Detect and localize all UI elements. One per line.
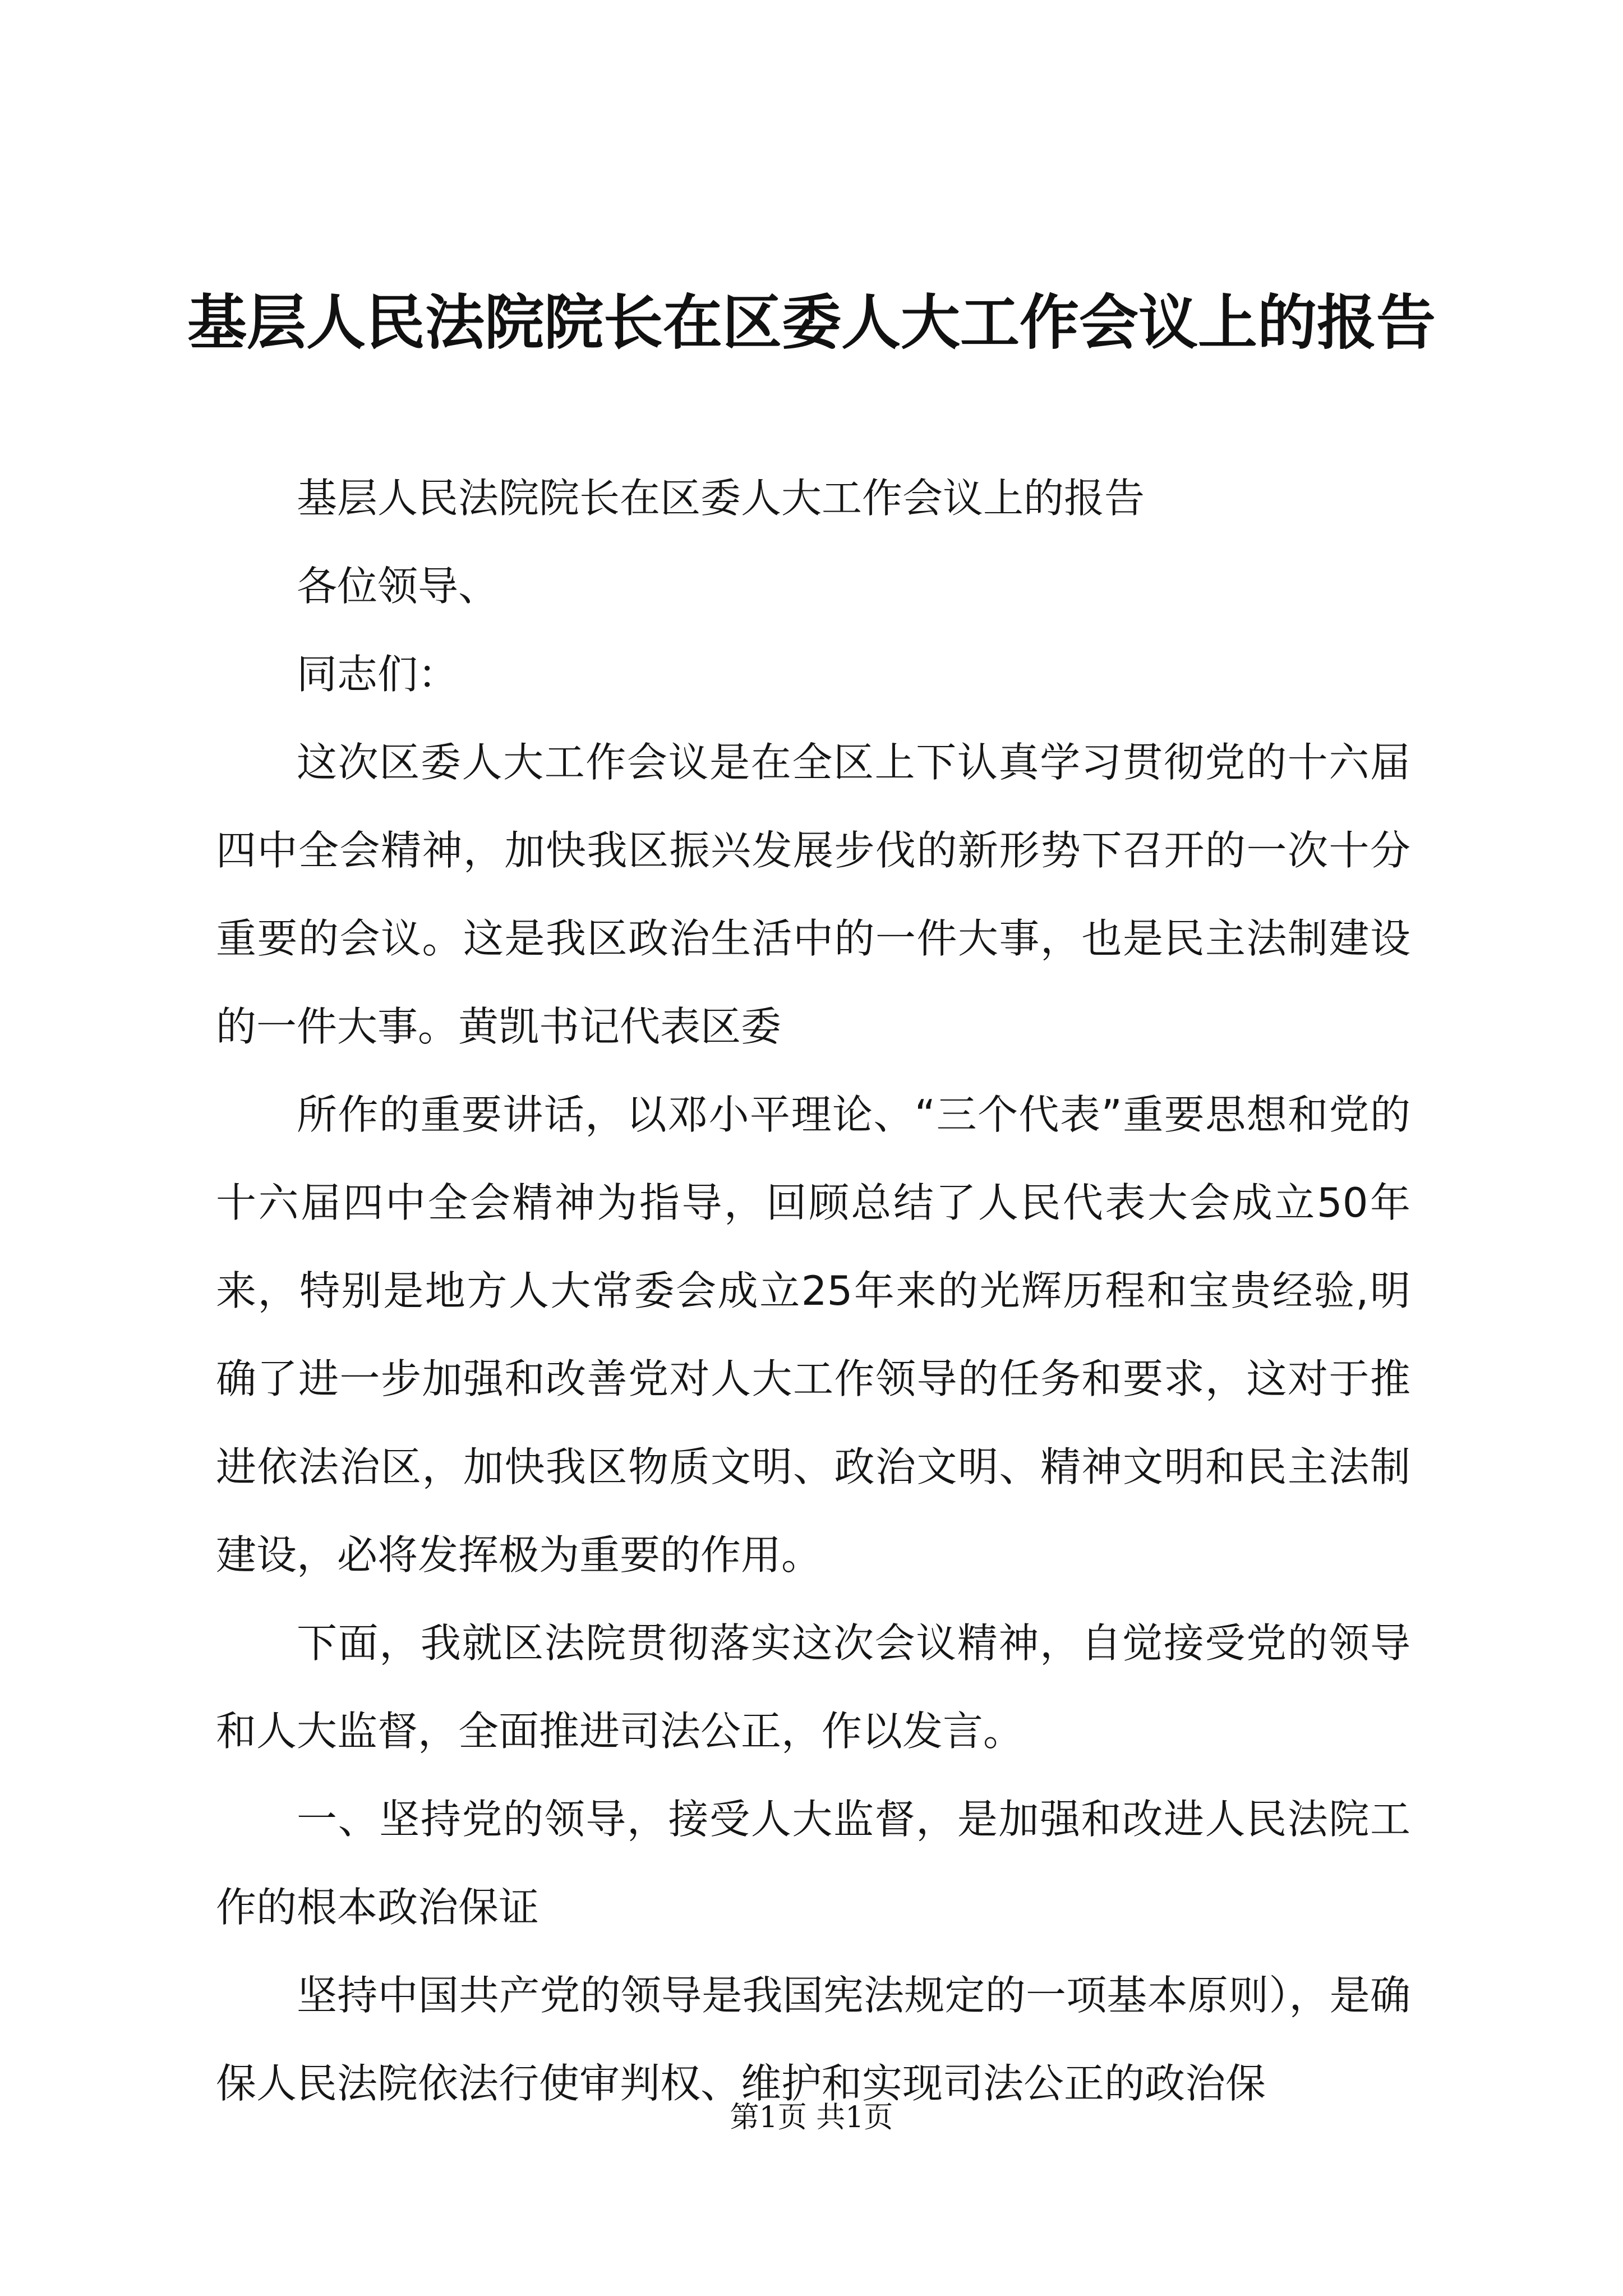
body-paragraph: 各位领导、 <box>297 563 499 610</box>
body-paragraph: 下面，我就区法院贯彻落实这次会议精神，自觉接受党的领导和人大监督，全面推进司法公正，作以发言。 <box>216 1619 1410 1755</box>
page-footer: 第1页 共1页 <box>730 2101 893 2134</box>
body-paragraph: 同志们： <box>297 651 459 698</box>
document-body <box>216 454 1410 2128</box>
document-title: 基层人民法院院长在区委人大工作会议上的报告 <box>187 287 1436 357</box>
body-paragraph: 所作的重要讲话，以邓小平理论、“三个代表”重要思想和党的十六届四中全会精神为指导，回顾总结了人民代表大会成立50年来，特别是地方人大常委会成立25年来的光辉历程和宝贵经验,明确了进一步加强和改善党对人大工作领导的任务和要求，这对于推进依法治区，加快我区物质文明、政治文明、精神文明和民主法制建设，必将发挥极为重要的作用。 <box>216 1091 1410 1579</box>
section-heading: 一、坚持党的领导，接受人大监督，是加强和改进人民法院工作的根本政治保证 <box>216 1796 1410 1931</box>
body-paragraph: 基层人民法院院长在区委人大工作会议上的报告 <box>297 475 1145 522</box>
body-paragraph: 这次区委人大工作会议是在全区上下认真学习贯彻党的十六届四中全会精神，加快我区振兴发展步伐的新形势下召开的一次十分重要的会议。这是我区政治生活中的一件大事，也是民主法制建设的一件大事。黄凯书记代表区委 <box>216 739 1410 1050</box>
body-paragraph: 坚持中国共产党的领导是我国宪法规定的一项基本原则），是确保人民法院依法行使审判权、维护和实现司法公正的政治保 <box>216 1972 1410 2107</box>
